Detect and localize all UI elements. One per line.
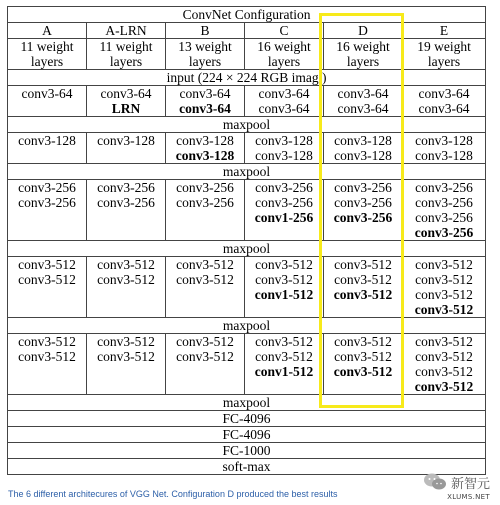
watermark-site: XLUMS.NET xyxy=(447,493,490,501)
layer-entry: conv3-64 xyxy=(258,101,310,116)
config-depth-row xyxy=(8,39,486,70)
conv-block-cell xyxy=(166,180,245,241)
watermark xyxy=(423,472,490,501)
layer-entry: conv3-256 xyxy=(255,180,313,195)
layer-entry: conv3-64 xyxy=(21,86,73,101)
layer-entry: conv3-512 xyxy=(415,334,473,349)
conv-block-cell xyxy=(8,133,87,164)
layer-entry: conv3-512 xyxy=(176,349,234,364)
layer-span-row xyxy=(8,70,486,86)
layer-entry: conv3-512 xyxy=(415,257,473,272)
conv-block-cell xyxy=(8,334,87,395)
layer-entry: conv1-512 xyxy=(254,287,314,302)
table-title-row xyxy=(8,7,486,23)
layer-entry: conv3-256 xyxy=(415,195,473,210)
layer-span-row xyxy=(8,411,486,427)
layer-span-cell: maxpool xyxy=(8,318,486,334)
layer-entry: conv3-64 xyxy=(418,86,470,101)
config-depth xyxy=(8,39,87,70)
layer-entry: conv3-128 xyxy=(175,148,235,163)
config-letter: D xyxy=(324,23,403,39)
conv-block-cell xyxy=(166,334,245,395)
layer-span-cell: input (224 × 224 RGB imag ) xyxy=(8,70,486,86)
conv-block-cell xyxy=(324,334,403,395)
layer-span-row xyxy=(8,318,486,334)
layer-entry: conv3-128 xyxy=(97,133,155,148)
conv-block-cell xyxy=(245,257,324,318)
layer-entry: conv3-256 xyxy=(415,180,473,195)
conv-block-row xyxy=(8,257,486,318)
config-table-body xyxy=(8,7,486,475)
layer-entry: conv3-512 xyxy=(334,334,392,349)
layer-entry: conv3-256 xyxy=(18,195,76,210)
layer-entry: conv3-256 xyxy=(97,195,155,210)
layer-entry: conv3-128 xyxy=(415,133,473,148)
config-depth-line: 11 weight xyxy=(20,39,74,54)
config-depth-line: layers xyxy=(346,54,380,69)
conv-block-cell xyxy=(403,133,486,164)
layer-entry: conv3-512 xyxy=(255,257,313,272)
layer-entry: conv3-512 xyxy=(255,334,313,349)
conv-block-cell xyxy=(8,86,87,117)
config-depth-line: layers xyxy=(109,54,143,69)
layer-entry: conv3-512 xyxy=(415,364,473,379)
layer-span-row xyxy=(8,241,486,257)
conv-block-cell xyxy=(245,180,324,241)
config-depth xyxy=(324,39,403,70)
layer-entry: conv3-512 xyxy=(415,287,473,302)
config-depth-line: layers xyxy=(30,54,64,69)
config-depth-line: layers xyxy=(427,54,461,69)
conv-block-cell xyxy=(245,86,324,117)
layer-entry: conv3-128 xyxy=(415,148,473,163)
layer-span-row xyxy=(8,164,486,180)
layer-entry: conv3-128 xyxy=(176,133,234,148)
wechat-logo-icon xyxy=(423,472,447,492)
layer-span-row xyxy=(8,459,486,475)
layer-span-cell: FC-4096 xyxy=(8,427,486,443)
layer-entry: conv3-512 xyxy=(415,272,473,287)
conv-block-cell xyxy=(87,133,166,164)
layer-entry: conv3-512 xyxy=(97,334,155,349)
layer-entry: conv3-512 xyxy=(334,349,392,364)
conv-block-cell xyxy=(87,86,166,117)
config-depth-line: 16 weight xyxy=(336,39,390,54)
conv-block-cell xyxy=(245,334,324,395)
layer-entry: conv3-128 xyxy=(334,133,392,148)
layer-entry: conv3-512 xyxy=(255,272,313,287)
config-letter: E xyxy=(403,23,486,39)
layer-entry: conv3-128 xyxy=(334,148,392,163)
layer-entry: conv3-64 xyxy=(179,101,231,116)
conv-block-cell xyxy=(87,180,166,241)
layer-entry: conv3-512 xyxy=(176,272,234,287)
conv-block-cell xyxy=(403,86,486,117)
conv-block-cell xyxy=(166,257,245,318)
layer-entry: conv3-256 xyxy=(334,195,392,210)
layer-entry: conv3-256 xyxy=(18,180,76,195)
convnet-config-table xyxy=(7,6,486,475)
conv-block-cell xyxy=(403,257,486,318)
layer-span-row xyxy=(8,427,486,443)
layer-entry: conv3-64 xyxy=(258,86,310,101)
layer-span-cell: maxpool xyxy=(8,241,486,257)
layer-entry: conv3-64 xyxy=(418,101,470,116)
layer-entry: conv3-256 xyxy=(176,180,234,195)
layer-entry: conv1-256 xyxy=(254,210,314,225)
config-letter: B xyxy=(166,23,245,39)
layer-entry: conv3-256 xyxy=(414,225,474,240)
layer-entry: conv3-64 xyxy=(337,101,389,116)
layer-span-cell: maxpool xyxy=(8,117,486,133)
layer-entry: conv3-256 xyxy=(97,180,155,195)
layer-entry: conv3-256 xyxy=(176,195,234,210)
layer-entry: conv3-256 xyxy=(415,210,473,225)
layer-entry: conv3-512 xyxy=(333,364,393,379)
conv-block-cell xyxy=(87,334,166,395)
conv-block-row xyxy=(8,86,486,117)
layer-entry: conv3-512 xyxy=(18,272,76,287)
config-depth-line: layers xyxy=(188,54,222,69)
config-letter: A xyxy=(8,23,87,39)
conv-block-cell xyxy=(324,133,403,164)
layer-span-row xyxy=(8,395,486,411)
config-depth-line: 19 weight xyxy=(417,39,471,54)
conv-block-row xyxy=(8,334,486,395)
config-letter-row xyxy=(8,23,486,39)
conv-block-cell xyxy=(166,133,245,164)
layer-entry: conv3-512 xyxy=(333,287,393,302)
config-letter: A-LRN xyxy=(87,23,166,39)
layer-entry: conv1-512 xyxy=(254,364,314,379)
layer-span-cell: maxpool xyxy=(8,164,486,180)
conv-block-cell xyxy=(8,257,87,318)
layer-span-cell: soft-max xyxy=(8,459,486,475)
layer-entry: conv3-512 xyxy=(334,272,392,287)
config-depth xyxy=(403,39,486,70)
layer-entry: conv3-512 xyxy=(415,349,473,364)
config-letter: C xyxy=(245,23,324,39)
conv-block-cell xyxy=(87,257,166,318)
conv-block-row xyxy=(8,180,486,241)
layer-entry: conv3-256 xyxy=(334,180,392,195)
layer-entry: conv3-512 xyxy=(334,257,392,272)
table-title: ConvNet Configuration xyxy=(8,7,486,23)
figure-caption: The 6 different architecures of VGG Net. Configuration D produced the best results xyxy=(8,489,338,499)
layer-span-cell: FC-1000 xyxy=(8,443,486,459)
layer-span-cell: maxpool xyxy=(8,395,486,411)
layer-entry: conv3-512 xyxy=(97,349,155,364)
layer-entry: conv3-512 xyxy=(18,349,76,364)
layer-entry: conv3-64 xyxy=(337,86,389,101)
layer-entry: conv3-512 xyxy=(414,302,474,317)
conv-block-cell xyxy=(166,86,245,117)
layer-entry: conv3-512 xyxy=(18,257,76,272)
conv-block-cell xyxy=(245,133,324,164)
layer-entry: conv3-256 xyxy=(333,210,393,225)
config-depth xyxy=(87,39,166,70)
layer-entry: conv3-128 xyxy=(255,133,313,148)
layer-entry: conv3-256 xyxy=(255,195,313,210)
layer-entry: LRN xyxy=(111,101,141,116)
layer-entry: conv3-64 xyxy=(100,86,152,101)
conv-block-cell xyxy=(8,180,87,241)
layer-entry: conv3-512 xyxy=(18,334,76,349)
layer-entry: conv3-512 xyxy=(414,379,474,394)
conv-block-cell xyxy=(324,257,403,318)
conv-block-row xyxy=(8,133,486,164)
config-depth xyxy=(245,39,324,70)
layer-entry: conv3-128 xyxy=(18,133,76,148)
layer-entry: conv3-512 xyxy=(97,257,155,272)
conv-block-cell xyxy=(403,180,486,241)
layer-entry: conv3-128 xyxy=(255,148,313,163)
conv-block-cell xyxy=(324,86,403,117)
conv-block-cell xyxy=(403,334,486,395)
config-depth xyxy=(166,39,245,70)
layer-span-cell: FC-4096 xyxy=(8,411,486,427)
config-depth-line: 13 weight xyxy=(178,39,232,54)
layer-span-row xyxy=(8,443,486,459)
layer-entry: conv3-512 xyxy=(176,334,234,349)
layer-entry: conv3-64 xyxy=(179,86,231,101)
layer-entry: conv3-512 xyxy=(255,349,313,364)
layer-entry: conv3-512 xyxy=(176,257,234,272)
config-depth-line: 11 weight xyxy=(99,39,153,54)
layer-span-row xyxy=(8,117,486,133)
watermark-brand: 新智元 xyxy=(450,476,490,492)
config-depth-line: layers xyxy=(267,54,301,69)
config-depth-line: 16 weight xyxy=(257,39,311,54)
layer-entry: conv3-512 xyxy=(97,272,155,287)
conv-block-cell xyxy=(324,180,403,241)
